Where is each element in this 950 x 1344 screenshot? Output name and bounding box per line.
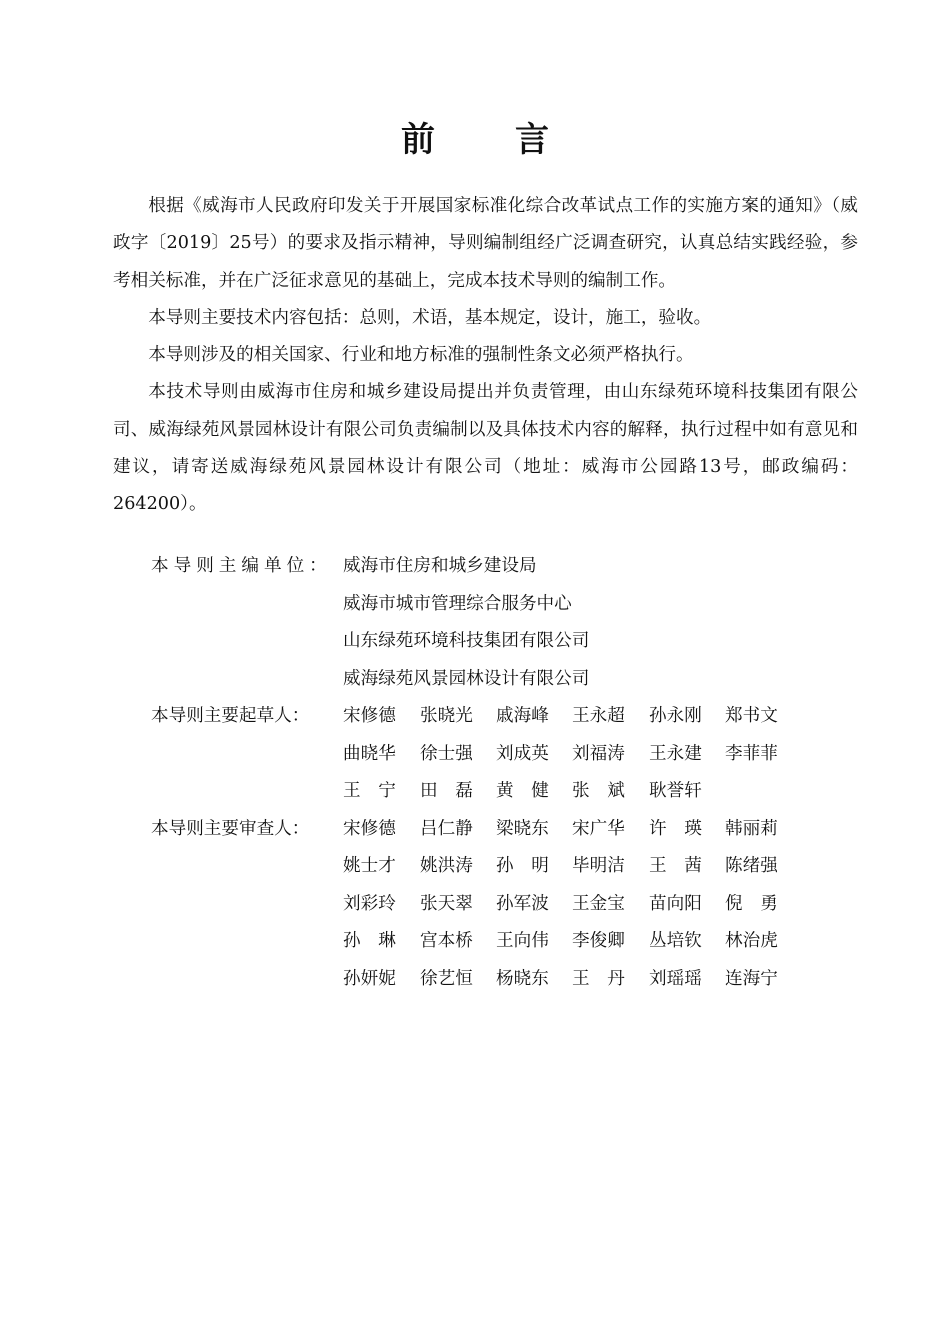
chief-unit: 山东绿苑环境科技集团有限公司 [343,631,590,651]
reviewer-name: 刘瑶瑶 [649,968,702,989]
title-char-2: 言 [515,120,549,160]
reviewer-name: 吕仁静 [420,818,473,839]
chief-unit: 威海市住房和城乡建设局 [343,556,537,576]
drafter-name: 徐士强 [420,743,473,764]
reviewer-name: 韩丽莉 [725,818,778,839]
drafter-name: 刘福涛 [572,743,625,764]
drafter-name: 刘成英 [496,743,549,764]
drafter-name: 戚海峰 [496,706,549,726]
chief-units-label: 本导则主编单位： [151,556,332,576]
reviewer-name: 刘彩玲 [343,893,396,914]
reviewer-name: 孙军波 [496,893,549,914]
drafter-name: 王宁 [343,781,414,801]
drafter-name: 曲晓华 [343,743,396,764]
credits-section [151,548,851,998]
drafter-name: 王永建 [649,743,702,764]
drafters-label: 本导则主要起草人： [151,706,310,726]
chief-unit-row [151,586,851,624]
reviewer-name: 姚士才 [343,856,396,876]
reviewer-name: 丛培钦 [649,931,702,951]
reviewer-name: 陈绪强 [725,856,778,876]
reviewer-name: 孙妍妮 [343,968,396,989]
reviewer-row [151,961,851,999]
reviewer-name: 倪勇 [725,893,796,914]
paragraph-management: 本技术导则由威海市住房和城乡建设局提出并负责管理，由山东绿苑环境科技集团有限公司、威海绿苑风景园林设计有限公司负责编制以及具体技术内容的解释，执行过程中如有意见和建议，请寄送威海绿苑风景园林设计有限公司（地址：威海市公园路13号，邮政编码：264200）。 [113,382,858,515]
reviewer-name: 王茜 [649,856,720,876]
reviewers-label: 本导则主要审查人： [151,818,310,839]
drafter-row [151,773,851,811]
paragraph-basis: 根据《威海市人民政府印发关于开展国家标准化综合改革试点工作的实施方案的通知》（威政字〔2019〕25号）的要求及指示精神，导则编制组经广泛调查研究，认真总结实践经验，参考相关标准，并在广泛征求意见的基础上，完成本技术导则的编制工作。 [113,196,858,291]
drafter-name: 李菲菲 [725,743,778,764]
reviewer-name: 梁晓东 [496,818,549,839]
drafters-block [151,698,851,811]
title-char-1: 前 [401,120,435,160]
reviewer-name: 王丹 [572,968,643,989]
drafter-name: 田磊 [420,781,491,801]
reviewer-name: 李俊卿 [572,931,625,951]
reviewer-name: 王向伟 [496,931,549,951]
reviewers-block [151,811,851,999]
reviewer-name: 许瑛 [649,818,720,839]
reviewer-name: 孙明 [496,856,567,876]
drafter-row [151,736,851,774]
drafter-name: 张斌 [572,781,643,801]
reviewer-name: 张天翠 [420,893,473,914]
reviewer-name: 孙琳 [343,931,414,951]
reviewer-row [151,811,851,849]
page-title [0,118,950,162]
drafter-name: 耿誉轩 [649,781,702,801]
reviewer-row [151,848,851,886]
reviewer-name: 林治虎 [725,931,778,951]
drafter-name: 黄健 [496,781,567,801]
drafter-name: 宋修德 [343,706,396,726]
chief-unit: 威海市城市管理综合服务中心 [343,593,572,614]
reviewer-name: 宋修德 [343,818,396,839]
reviewer-name: 王金宝 [572,893,625,914]
chief-unit: 威海绿苑风景园林设计有限公司 [343,668,590,689]
reviewer-name: 杨晓东 [496,968,549,989]
reviewer-name: 宋广华 [572,818,625,839]
preface-body [113,188,858,524]
drafter-name: 郑书文 [725,706,778,726]
paragraph-contents: 本导则主要技术内容包括：总则，术语，基本规定，设计，施工，验收。 [148,307,712,328]
reviewer-row [151,886,851,924]
chief-unit-row [151,661,851,699]
chief-unit-row [151,623,851,661]
drafter-name: 王永超 [572,706,625,726]
reviewer-name: 徐艺恒 [420,968,473,989]
reviewer-name: 毕明洁 [572,856,625,876]
drafter-name: 张晓光 [420,706,473,726]
paragraph-mandatory: 本导则涉及的相关国家、行业和地方标准的强制性条文必须严格执行。 [148,345,694,366]
drafter-name: 孙永刚 [649,706,702,726]
reviewer-name: 姚洪涛 [420,856,473,876]
reviewer-name: 宫本桥 [420,931,473,951]
drafter-row [151,698,851,736]
reviewer-row [151,923,851,961]
reviewer-name: 苗向阳 [649,893,702,914]
chief-unit-row [151,548,851,586]
reviewer-name: 连海宁 [725,968,778,989]
